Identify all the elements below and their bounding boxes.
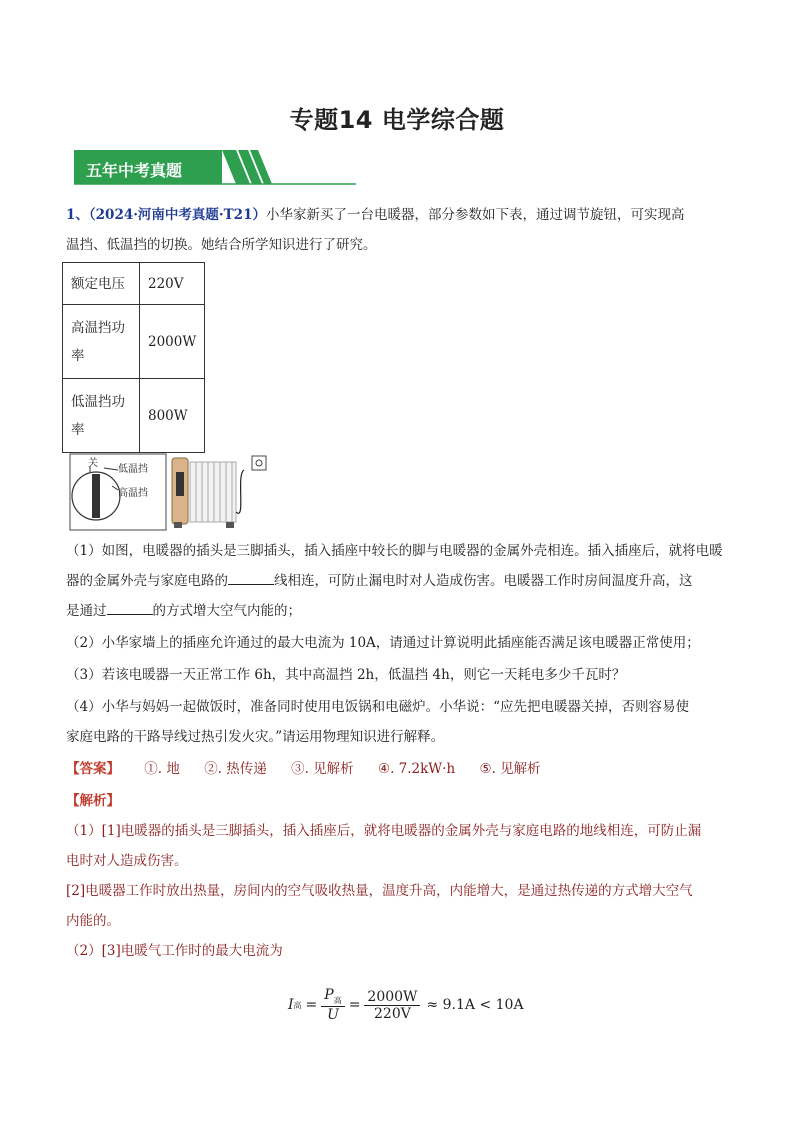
current-formula: I 高 = $P_高$ U = $\frac{2000W}{220V}$ ≈ 9.1A < 10A bbox=[288, 987, 524, 1023]
answer-label: 【答案】 bbox=[66, 761, 120, 777]
formula-fraction-2: $\frac{2000W}{220V}$ bbox=[364, 989, 420, 1022]
answer-item: ⑤. 见解析 bbox=[479, 761, 541, 777]
sub-question-4-line1: （4）小华与妈妈一起做饭时，准备同时使用电饭锅和电磁炉。小华说：“应先把电暖器关掉，否则容易使 bbox=[66, 699, 689, 715]
question-source: （2024·河南中考真题·T21） bbox=[88, 207, 266, 223]
analysis-section bbox=[66, 786, 726, 966]
sub-question-1-line3: 是通过 的方式增大空气内能的； bbox=[66, 596, 726, 626]
table-cell-value: 220V bbox=[140, 263, 205, 305]
question-text-line2: 温挡、低温挡的切换。她结合所学知识进行了研究。 bbox=[66, 237, 377, 253]
parameter-table bbox=[62, 262, 205, 453]
sub-question-3: （3）若该电暖器一天正常工作 6h，其中高温挡 2h，低温挡 4h，则它一天耗电多少千瓦时？ bbox=[66, 667, 626, 683]
sub-question-4-line2: 家庭电路的干路导线过热引发火灾。”请运用物理知识进行解释。 bbox=[66, 729, 445, 745]
analysis-p2-line1: [2]电暖器工作时放出热量，房间内的空气吸收热量，温度升高，内能增大，是通过热传递的方式增大空气 bbox=[66, 883, 693, 899]
analysis-p1-line2: 电时对人造成伤害。 bbox=[66, 853, 188, 869]
formula-lhs-sub: 高 bbox=[293, 1000, 302, 1010]
knob-label-off: 关 bbox=[88, 458, 98, 469]
question-intro bbox=[66, 200, 726, 260]
formula-result: ≈ 9.1A < 10A bbox=[426, 997, 524, 1013]
formula-fraction-1: $P_高$ U bbox=[321, 987, 344, 1023]
question-text-line1: 小华家新买了一台电暖器，部分参数如下表，通过调节旋钮，可实现高 bbox=[265, 207, 685, 223]
answer-line bbox=[66, 754, 726, 784]
formula-lhs: I bbox=[288, 997, 294, 1013]
analysis-p3: （2）[3]电暖气工作时的最大电流为 bbox=[66, 943, 283, 959]
table-row bbox=[63, 305, 205, 379]
table-row bbox=[63, 263, 205, 305]
heater-figure bbox=[68, 452, 268, 532]
knob-label-high: 高温挡 bbox=[118, 488, 148, 499]
table-cell-value: 800W bbox=[140, 379, 205, 453]
heater-illustration bbox=[68, 452, 268, 532]
table-cell-name: 额定电压 bbox=[63, 263, 140, 305]
analysis-p1-line1: （1）[1]电暖器的插头是三脚插头，插入插座后，就将电暖器的金属外壳与家庭电路的地线相连，可防止漏 bbox=[66, 823, 702, 839]
sub-question-1-line1: （1）如图，电暖器的插头是三脚插头，插入插座中较长的脚与电暖器的金属外壳相连。插入插座后，就将电暖 bbox=[66, 543, 723, 559]
table-cell-name: 低温挡功 率 bbox=[63, 379, 140, 453]
answer-blank-2[interactable] bbox=[107, 600, 153, 615]
answer-blank-1[interactable] bbox=[228, 570, 274, 585]
page-title: 专题14 电学综合题 bbox=[289, 106, 505, 134]
analysis-label: 【解析】 bbox=[66, 793, 120, 809]
table-row bbox=[63, 379, 205, 453]
table-cell-value: 2000W bbox=[140, 305, 205, 379]
answer-item: ①. 地 bbox=[144, 761, 180, 777]
answer-item: ③. 见解析 bbox=[291, 761, 354, 777]
knob-label-low: 低温挡 bbox=[118, 464, 148, 475]
table-cell-name: 高温挡功 率 bbox=[63, 305, 140, 379]
section-banner bbox=[74, 150, 356, 186]
sub-questions bbox=[66, 536, 726, 752]
sub-question-2: （2）小华家墙上的插座允许通过的最大电流为 10A，请通过计算说明此插座能否满足该电暖器正常使用； bbox=[66, 635, 700, 651]
section-banner-text: 五年中考真题 bbox=[86, 161, 183, 180]
answer-item: ②. 热传递 bbox=[204, 761, 267, 777]
analysis-p2-line2: 内能的。 bbox=[66, 913, 120, 929]
answer-item: ④. 7.2kW·h bbox=[377, 761, 456, 777]
sub-question-1-line2: 器的金属外壳与家庭电路的 线相连，可防止漏电时对人造成伤害。电暖器工作时房间温度升高，这 bbox=[66, 566, 726, 596]
question-number: 1、 bbox=[66, 207, 89, 223]
